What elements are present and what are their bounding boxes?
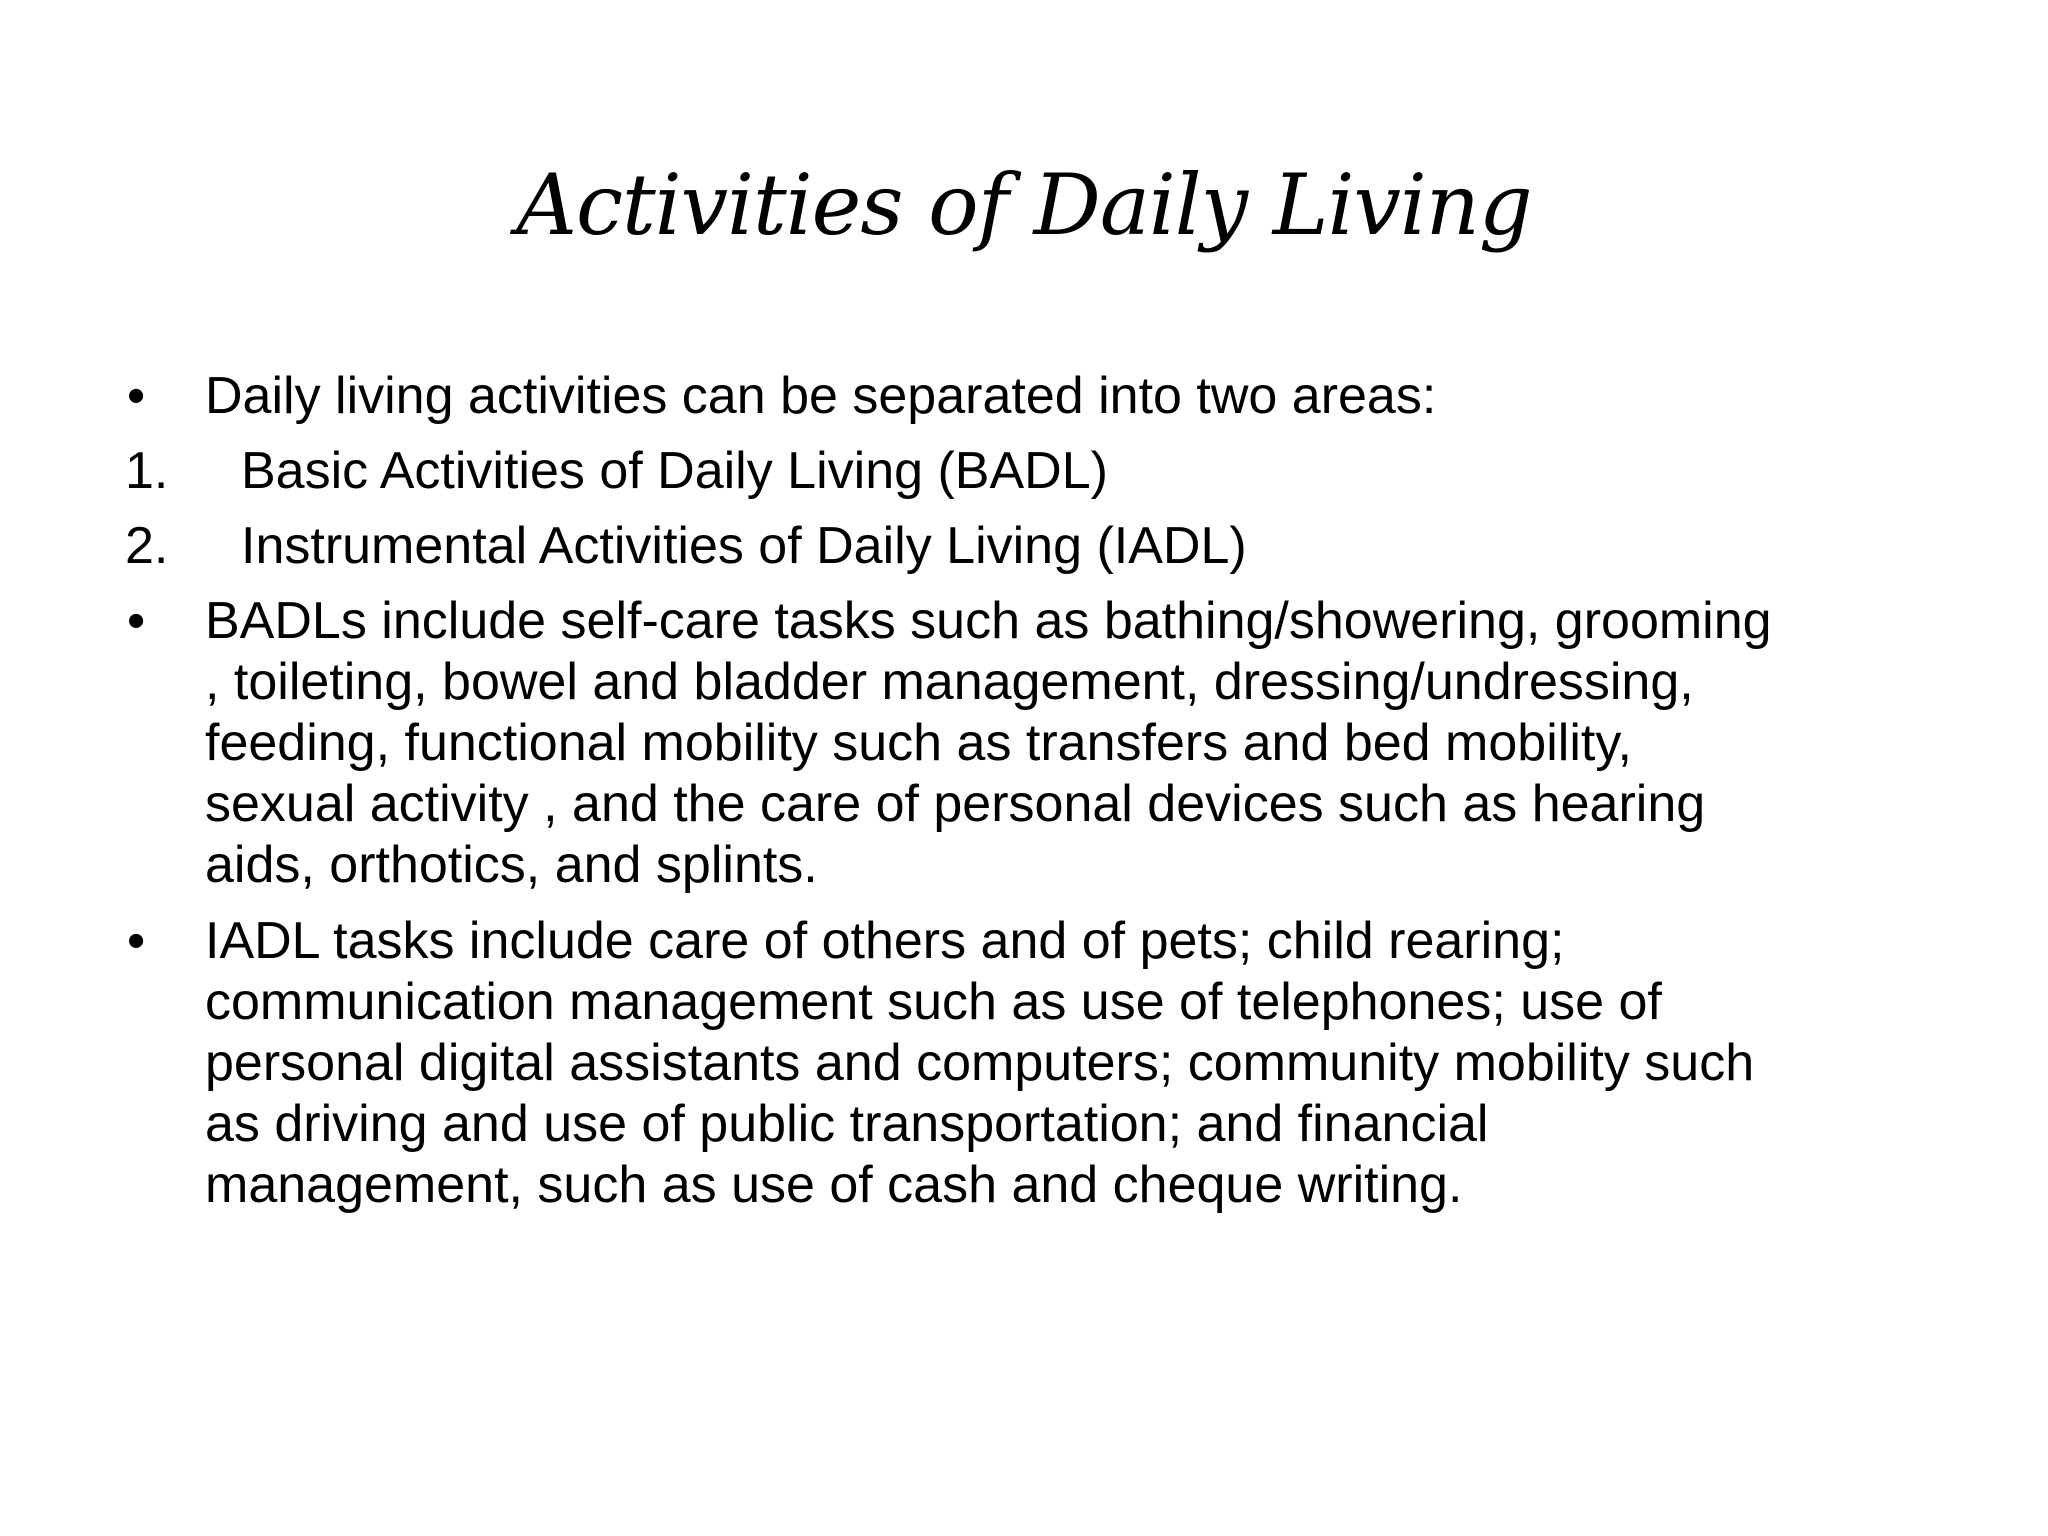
slide-content bbox=[125, 366, 1955, 1231]
bullet-text-line: management, such as use of cash and cheque writing. bbox=[205, 1156, 1463, 1214]
bullet-text bbox=[205, 591, 1955, 896]
bullet-marker: • bbox=[127, 367, 146, 425]
bullet-text-line: Daily living activities can be separated into two areas: bbox=[205, 367, 1437, 425]
bullet-text bbox=[205, 911, 1955, 1216]
bullet-text-line: IADL tasks include care of others and of pets; child rearing; bbox=[205, 912, 1565, 970]
bullet-text-line: BADLs include self-care tasks such as bathing/showering, grooming bbox=[205, 592, 1772, 650]
bullet-text-line: communication management such as use of telephones; use of bbox=[205, 973, 1662, 1031]
number-marker: 2. bbox=[125, 517, 169, 575]
numbered-text bbox=[241, 441, 1955, 502]
bullet-text-line: aids, orthotics, and splints. bbox=[205, 836, 818, 894]
bullet-text-line: feeding, functional mobility such as transfers and bed mobility, bbox=[205, 714, 1632, 772]
bullet-text-line: personal digital assistants and computers; community mobility such bbox=[205, 1034, 1755, 1092]
bullet-marker: • bbox=[127, 912, 146, 970]
bullet-item bbox=[125, 366, 1955, 427]
number-marker: 1. bbox=[125, 442, 169, 500]
bullet-marker: • bbox=[127, 592, 146, 650]
bullet-item bbox=[125, 911, 1955, 1216]
bullet-text-line: , toileting, bowel and bladder management, dressing/undressing, bbox=[205, 653, 1694, 711]
numbered-text-line: Basic Activities of Daily Living (BADL) bbox=[241, 442, 1108, 500]
numbered-item bbox=[125, 516, 1955, 577]
slide-title: Activities of Daily Living bbox=[516, 156, 1532, 254]
bullet-text-line: sexual activity , and the care of personal devices such as hearing bbox=[205, 775, 1706, 833]
bullet-item bbox=[125, 591, 1955, 896]
numbered-text bbox=[241, 516, 1955, 577]
bullet-text bbox=[205, 366, 1955, 427]
numbered-text-line: Instrumental Activities of Daily Living (IADL) bbox=[241, 517, 1247, 575]
bullet-text-line: as driving and use of public transportation; and financial bbox=[205, 1095, 1489, 1153]
numbered-item bbox=[125, 441, 1955, 502]
